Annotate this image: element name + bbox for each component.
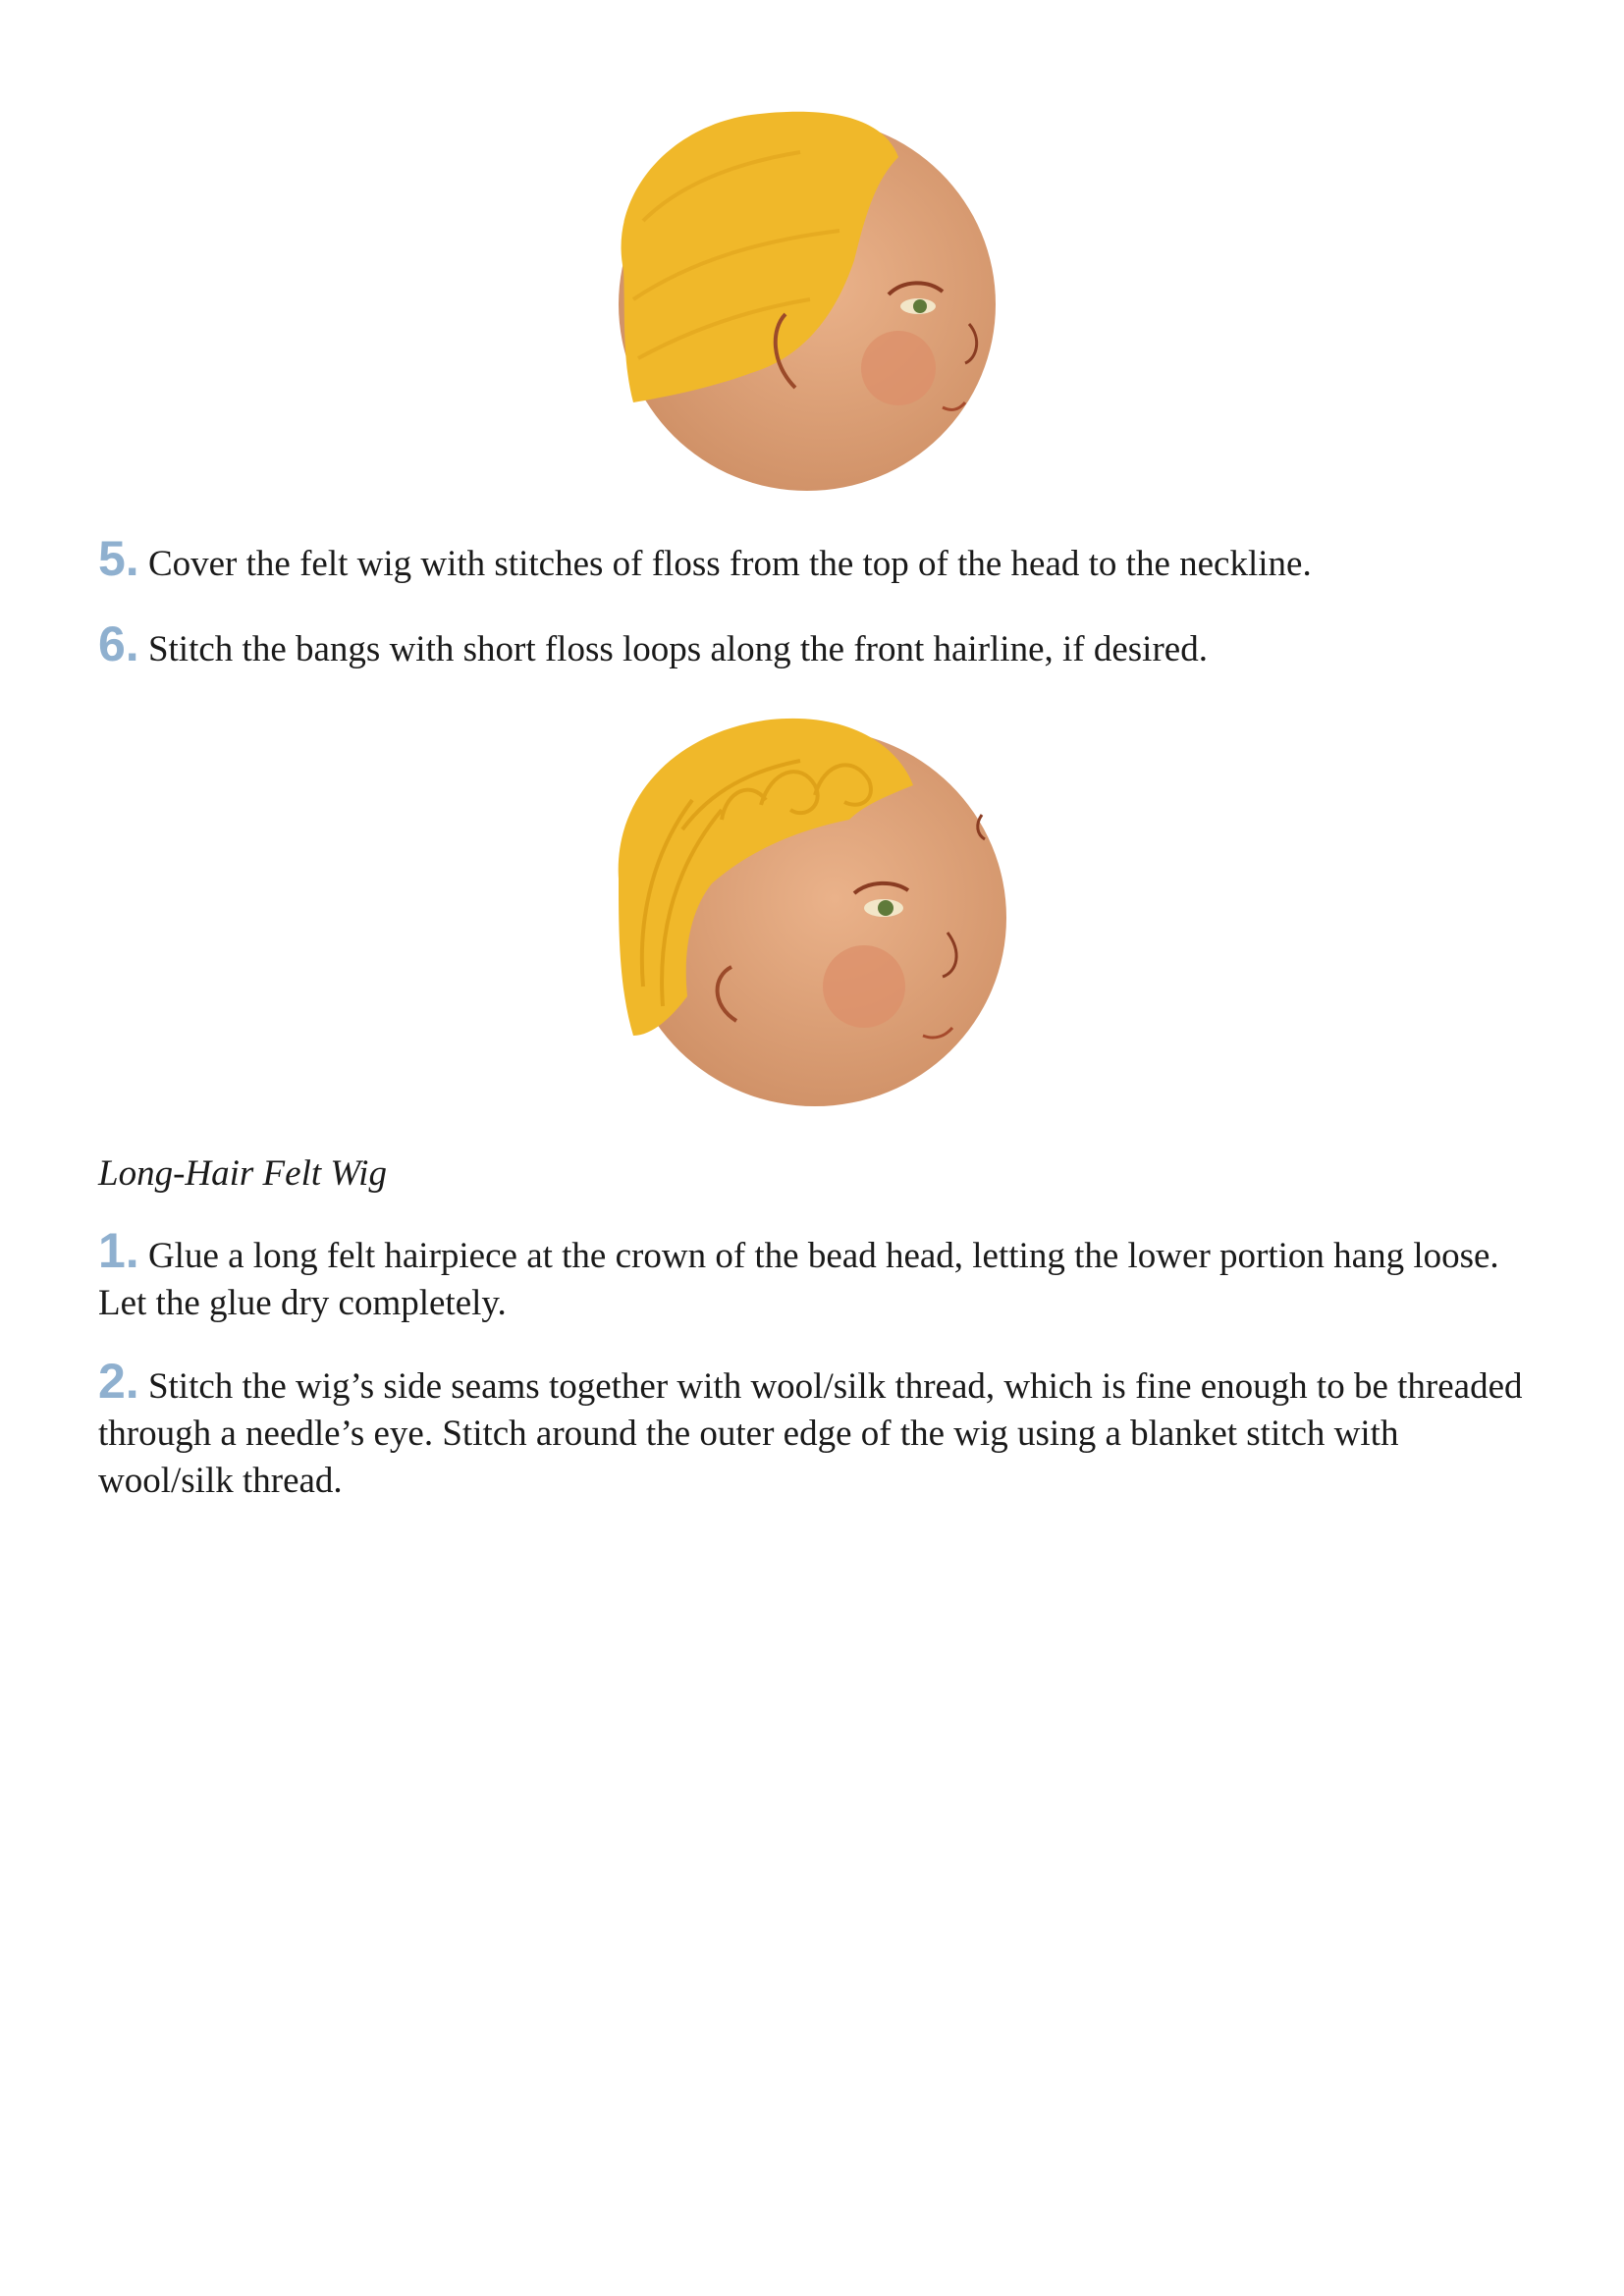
step-text: Stitch the wig’s side seams together with wool/silk thread, which is fine enough to be threaded through a needle’s eye. Stitch around the outer edge of the wig using a blanket stitch with wool/silk thread. (98, 1366, 1523, 1501)
step-number: 5. (98, 531, 139, 586)
step-1 (98, 1223, 1532, 1327)
step-number: 2. (98, 1354, 139, 1409)
step-number: 6. (98, 616, 139, 671)
step-text: Glue a long felt hairpiece at the crown of the bead head, letting the lower portion hang loose. Let the glue dry completely. (98, 1236, 1499, 1323)
step-2 (98, 1354, 1532, 1505)
step-text: Cover the felt wig with stitches of floss from the top of the head to the neckline. (147, 544, 1312, 584)
step-6 (98, 616, 1532, 673)
step-number: 1. (98, 1223, 139, 1278)
step-5 (98, 531, 1532, 588)
bead-head-floss-hair-illustration (604, 712, 1016, 1114)
step-text: Stitch the bangs with short floss loops along the front hairline, if desired. (147, 629, 1208, 669)
bead-head-felt-wig-illustration (604, 103, 1001, 496)
section-heading: Long-Hair Felt Wig (98, 1153, 387, 1194)
